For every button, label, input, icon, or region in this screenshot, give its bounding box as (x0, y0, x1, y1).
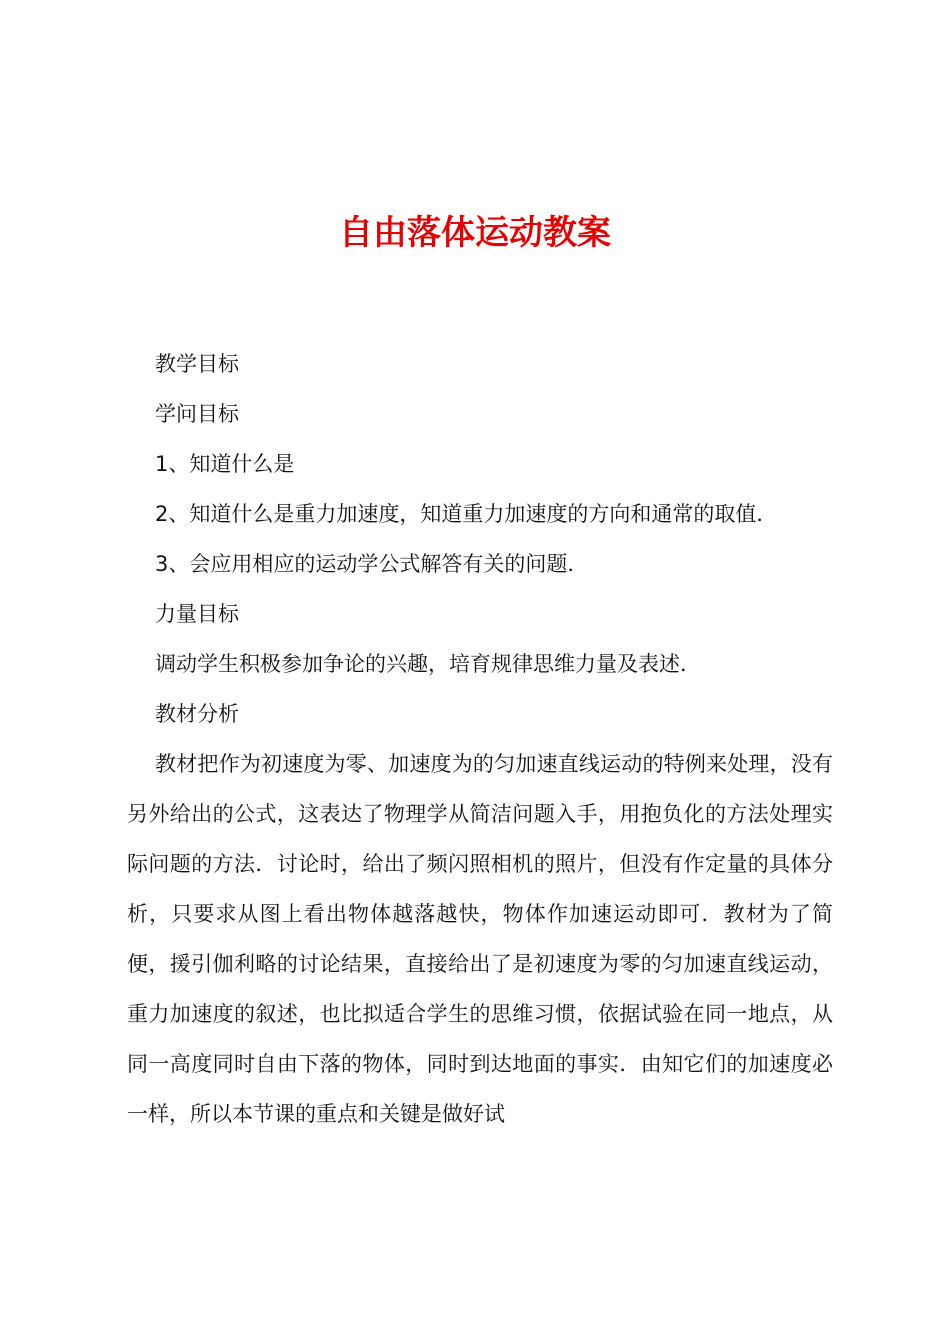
heading-knowledge-goals: 学问目标 (155, 402, 239, 426)
goal-item-2: 2、知道什么是重力加速度，知道重力加速度的方向和通常的取值． (155, 502, 778, 526)
goal-item-3: 3、会应用相应的运动学公式解答有关的问题． (155, 552, 589, 576)
textbook-analysis-paragraph: 教材把作为初速度为零、加速度为的匀加速直线运动的特例来处理，没有另外给出的公式，这表达了物理学从简洁问题入手，用抱负化的方法处理实际问题的方法．讨论时，给出了频闪照相机的照片，但没有作定量的具体分析，只要求从图上看出物体越落越快，物体作加速运动即可．教材为了简便，援引伽利略的讨论结果，直接给出了是初速度为零的匀加速直线运动，重力加速度的叙述，也比拟适合学生的思维习惯，依据试验在同一地点，从同一高度同时自由下落的物体，同时到达地面的事实．由知它们的加速度必一样，所以本节课的重点和关键是做好试 (127, 752, 833, 1126)
document-content (127, 339, 839, 1139)
ability-goal-text: 调动学生积极参加争论的兴趣，培育规律思维力量及表述． (155, 652, 701, 676)
heading-ability-goals: 力量目标 (155, 602, 239, 626)
heading-teaching-goals: 教学目标 (155, 352, 239, 376)
goal-item-1: 1、知道什么是 (155, 452, 295, 476)
document-title: 自由落体运动教案 (339, 213, 611, 253)
heading-textbook-analysis: 教材分析 (155, 702, 239, 726)
